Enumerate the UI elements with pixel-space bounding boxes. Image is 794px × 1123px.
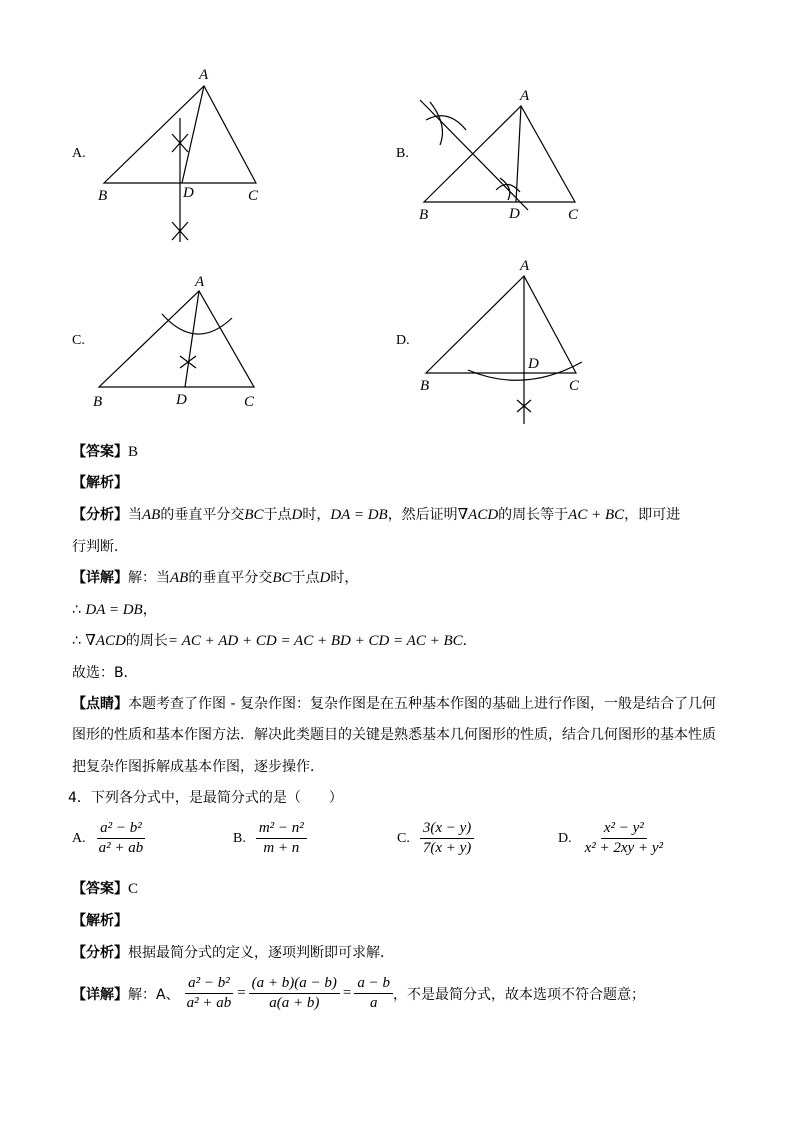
q4-xj-fraction-3 [354,975,393,1012]
fraction-numerator: x² − y² [601,820,647,839]
q3-xj-bc: BC [272,570,292,586]
q3-fenxi-text-8: 行判断． [72,539,128,555]
q4-analysis-tag: 【解析】 [72,913,128,929]
q4-answer-tag: 【答案】 [72,881,128,897]
fraction-denominator: a(a + b) [269,995,320,1011]
q3-eq-1-end: ， [142,602,157,618]
q3-xj-text-4: 时， [330,570,359,586]
figure-d-arc [468,362,582,380]
figure-b [420,100,575,210]
q4-xiangjie-tag: 【详解】 [72,986,128,1003]
q3-xj-text-3: 于点 [291,570,320,586]
q4-option-d-label: D. [558,830,572,846]
q4-option-d [558,820,666,857]
figure-b-point-b: B [419,207,429,223]
fraction-denominator: x² + 2xy + y² [584,840,663,856]
q3-answer-line [72,441,138,461]
figure-option-a-label: A. [72,146,86,161]
q3-xj-ab: AB [170,570,189,586]
figure-a-point-d: D [183,185,194,201]
q3-triangle: ∇ACD [85,633,126,649]
figure-b-arc-top-2 [430,102,442,145]
q3-step-1 [72,599,157,619]
figure-c-triangle [99,291,254,387]
therefore-symbol: ∴ [72,602,81,618]
q3-answer: B [128,444,139,460]
q3-dianjing-text-2: 图形的性质和基本作图方法．解决此类题目的关键是熟悉基本几何图形的性质，结合几何图形的基本性质 [72,727,716,743]
figure-c-point-d: D [176,392,187,408]
q4-option-b [233,820,307,857]
q4-option-c [397,820,474,857]
fraction-denominator: a² + ab [98,840,144,856]
q4-fenxi-text: 根据最简分式的定义，逐项判断即可求解． [128,945,394,961]
q3-fenxi-text-3: 于点 [263,507,292,523]
fraction-denominator: m + n [263,840,300,856]
q3-fenxi-bc: BC [244,507,264,523]
figure-b-point-a: A [520,88,530,104]
fraction-numerator: a − b [354,975,393,994]
q3-xj-text-2: 的垂直平分交 [188,570,273,586]
q3-fenxi-tag: 【分析】 [72,507,128,523]
q4-xj-prefix: 解：A、 [128,986,180,1003]
fraction-denominator: 7(x + y) [422,840,472,856]
q4-fenxi-line [72,942,394,962]
q4-option-a-label: A. [72,830,86,846]
q4-xj-suffix: ，不是最简分式，故本选项不符合题意； [393,986,645,1003]
fraction-numerator: a² − b² [185,975,233,994]
figure-b-segment-ad [516,106,521,202]
figure-a-segment-ad [182,86,204,183]
geometry-figures [0,0,794,440]
q3-xj-d: D [319,570,331,586]
q3-fenxi-triangle: ∇ACD [457,507,499,523]
fraction-denominator: a² + ab [186,995,232,1011]
q3-fenxi-line-1 [72,504,680,524]
therefore-symbol: ∴ [72,633,81,649]
figure-a-point-a: A [199,67,209,83]
figure-d-point-c: C [569,378,580,394]
figure-b-point-c: C [568,207,579,223]
q3-step-2 [72,630,477,650]
q4-stem-text: 4．下列各分式中，是最简分式的是（ ） [68,790,343,806]
figure-option-d-label: D. [396,333,410,348]
q3-answer-tag: 【答案】 [72,444,128,460]
figure-d-point-d: D [528,356,539,372]
figure-b-arc-bottom-2 [500,178,510,200]
figure-a-point-b: B [98,188,108,204]
figure-c-point-a: A [195,274,205,290]
q3-fenxi-ab: AB [142,507,161,523]
q3-dianjing-text-3: 把复杂作图拆解成基本作图，逐步操作． [72,759,324,775]
q3-eq-2: = AC + AD + CD = AC + BD + CD = AC + BC [167,633,463,649]
q3-fenxi-text-6: 的周长等于 [498,507,569,523]
figure-c-point-b: B [93,394,103,410]
q3-fenxi-line-2 [72,536,128,556]
q3-xj-text-1: 解：当 [128,570,170,586]
q4-option-a [72,820,146,857]
q3-eq-1: DA = DB [85,602,143,618]
q4-xiangjie-line [72,975,645,1012]
fraction-numerator: a² − b² [97,820,145,839]
q4-option-b-label: B. [233,830,246,846]
q3-choice: 故选：B． [72,665,138,681]
q3-dianjing-line-3 [72,756,324,776]
q3-dianjing-text-1: 本题考查了作图 - 复杂作图：复杂作图是在五种基本作图的基础上进行作图，一般是结合了几何 [128,696,716,712]
q4-stem [68,787,343,807]
figure-option-c-label: C. [72,333,85,348]
q4-xj-fraction-1 [184,975,235,1012]
figure-d-point-b: B [420,378,430,394]
q3-fenxi-text-7: ，即可进 [624,507,681,523]
figure-b-arc-top-1 [426,116,466,130]
q4-option-c-label: C. [397,830,410,846]
figure-a [104,86,256,242]
fraction-numerator: (a + b)(a − b) [249,975,340,994]
figure-c [99,291,254,387]
figure-b-point-d: D [509,206,520,222]
figure-d [426,276,582,424]
q3-xiangjie-line [72,567,358,587]
q4-option-d-fraction [582,820,666,857]
figure-a-point-c: C [248,188,259,204]
q3-dianjing-tag: 【点睛】 [72,696,128,712]
q4-option-a-fraction [96,820,147,857]
q4-option-c-fraction [420,820,474,857]
q3-fenxi-text-2: 的垂直平分交 [160,507,245,523]
q3-analysis-tag: 【解析】 [72,475,128,491]
q3-analysis-line [72,472,128,492]
q3-dianjing-line-1 [72,693,716,713]
q3-fenxi-eq: DA = DB [330,507,388,523]
equals-sign: = [237,985,246,1001]
fraction-numerator: m² − n² [256,820,307,839]
q3-dianjing-line-2 [72,724,716,744]
q3-fenxi-text-1: 当 [128,507,142,523]
equals-sign: = [342,985,352,1001]
q4-answer: C [128,881,139,897]
q4-option-b-fraction [256,820,307,857]
figure-option-b-label: B. [396,146,409,161]
q3-fenxi-text-5: ，然后证明 [387,507,458,523]
figure-c-point-c: C [244,394,255,410]
q3-fenxi-d: D [291,507,303,523]
q3-xiangjie-tag: 【详解】 [72,570,128,586]
q4-answer-line [72,878,138,898]
q3-eq-2-end: ． [462,633,477,649]
q3-fenxi-text-4: 时， [302,507,331,523]
figure-d-triangle [426,276,576,373]
figure-d-point-a: A [520,258,530,274]
q4-fenxi-tag: 【分析】 [72,945,128,961]
q3-choice-line [72,662,138,682]
q4-xj-fraction-2 [249,975,340,1012]
fraction-numerator: 3(x − y) [420,820,474,839]
figure-c-segment-ad [185,291,199,387]
fraction-denominator: a [369,995,378,1011]
q3-perimeter-text: 的周长 [125,633,168,649]
q4-analysis-line [72,910,128,930]
q3-fenxi-sum: AC + BC [568,507,625,523]
